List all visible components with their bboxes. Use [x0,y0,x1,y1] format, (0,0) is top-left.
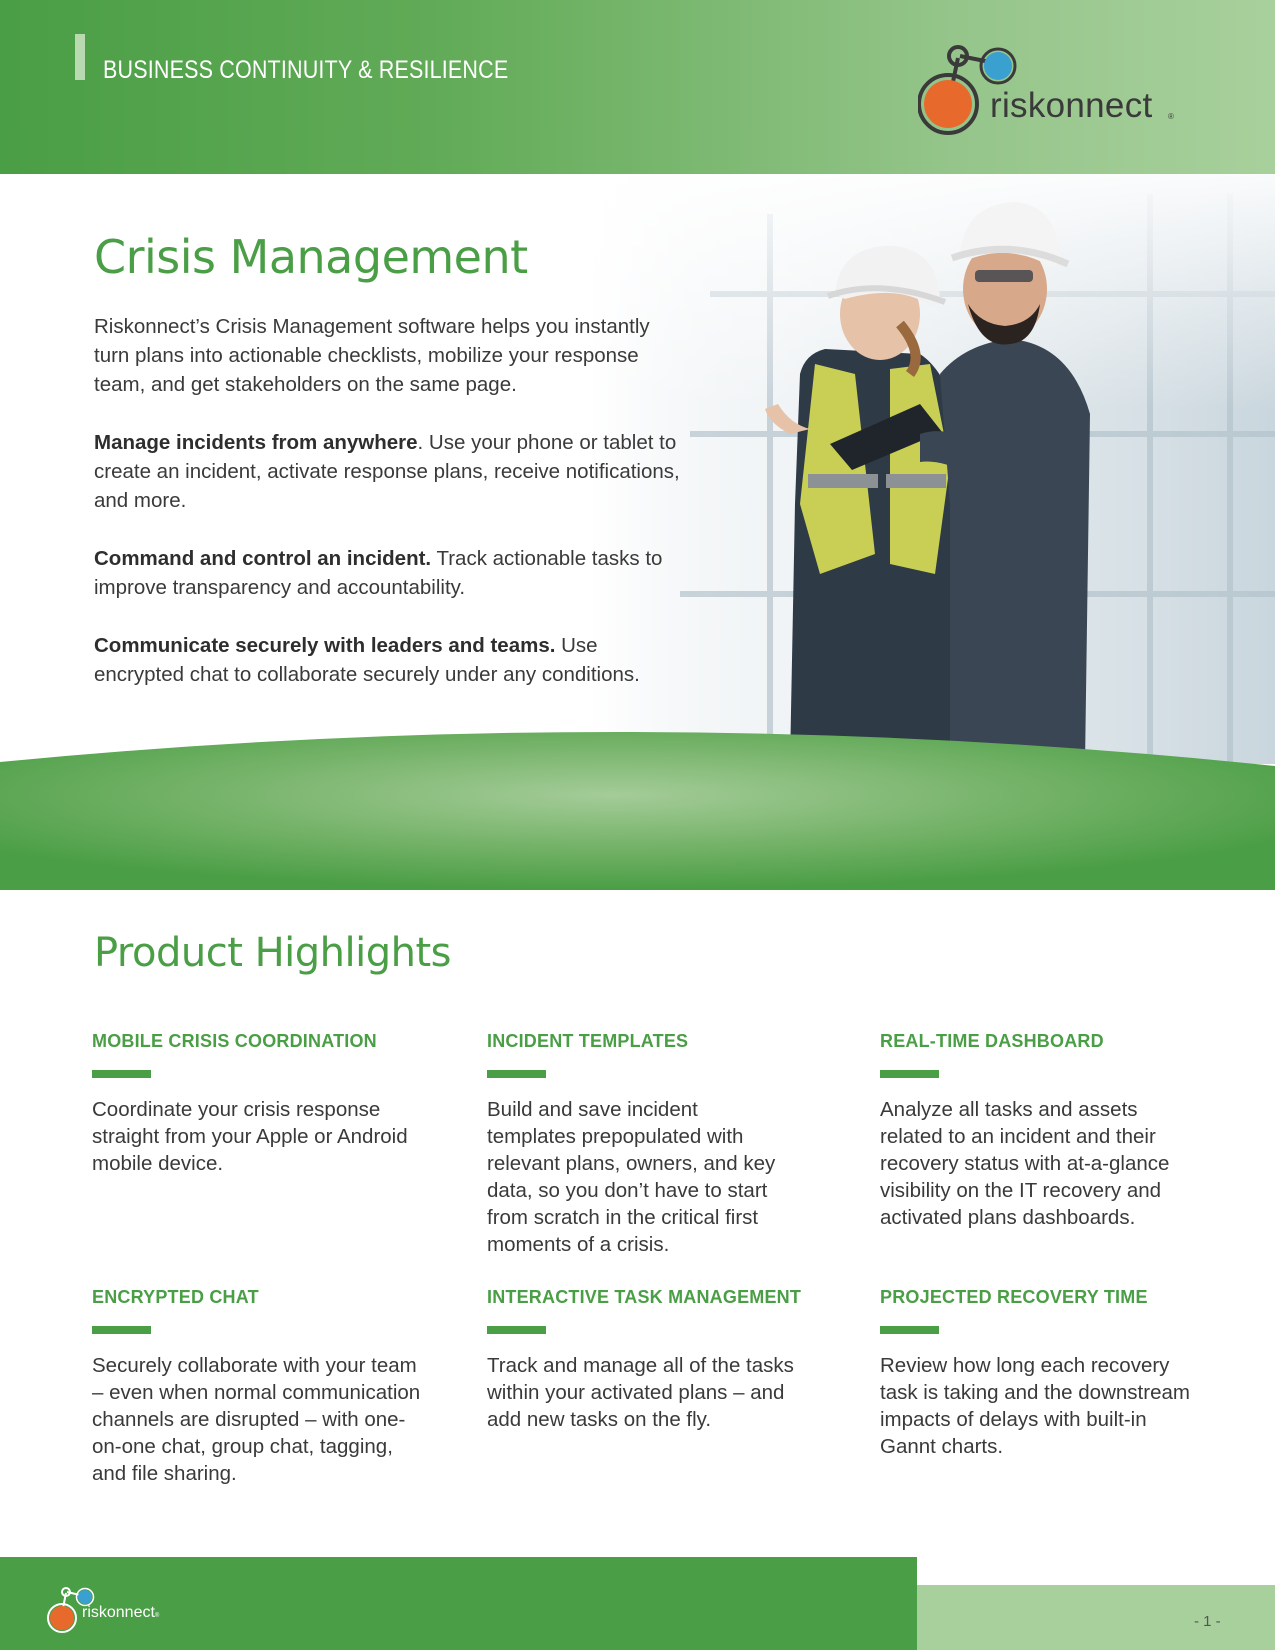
highlight-card [92,1287,432,1487]
highlight-card [880,1031,1190,1231]
feature-text: Use encrypted chat to collaborate securely under any conditions. [94,634,640,686]
highlight-title: INCIDENT TEMPLATES [487,1031,689,1051]
highlight-rule [880,1070,939,1078]
highlight-body: Build and save incident templates prepopulated with relevant plans, owners, and key data, so you don’t have to start from scratch in the critical first moments of a crisis. [487,1098,776,1256]
highlight-body: Analyze all tasks and assets related to an incident and their recovery status with at-a-glance visibility on the IT recovery and activated plans dashboards. [880,1098,1170,1229]
feature-lead: Communicate securely with leaders and teams. [94,634,556,657]
highlight-rule [92,1070,151,1078]
highlight-card [487,1031,787,1258]
footer-logo-wordmark [82,1604,159,1622]
highlight-card [487,1287,802,1433]
page-title: Crisis Management [94,230,528,284]
hero-photo-workers [590,174,1275,764]
intro-block [94,312,684,718]
feature-paragraph [94,631,684,689]
highlight-card [92,1031,432,1177]
logo-wordmark: riskonnect [990,86,1153,125]
feature-text: Track actionable tasks to improve transparency and accountability. [94,547,663,599]
highlight-rule [880,1326,939,1334]
highlight-body: Review how long each recovery task is taking and the downstream impacts of delays with built-in Gannt charts. [880,1354,1190,1458]
highlight-rule [487,1070,546,1078]
page-number: - 1 - [1194,1613,1221,1630]
feature-paragraph [94,428,684,515]
highlight-rule [487,1326,546,1334]
footer-logo-registered-mark: ® [154,1613,160,1619]
highlight-card [880,1287,1190,1460]
highlight-title: INTERACTIVE TASK MANAGEMENT [487,1287,802,1307]
highlight-body: Coordinate your crisis response straight from your Apple or Android mobile device. [92,1098,408,1175]
feature-lead: Manage incidents from anywhere [94,431,418,454]
footer-band-light [917,1585,1275,1650]
feature-lead: Command and control an incident. [94,547,432,570]
green-wave-band [0,730,1275,890]
highlight-title: ENCRYPTED CHAT [92,1287,259,1307]
highlight-title: MOBILE CRISIS COORDINATION [92,1031,377,1051]
header-accent-bar [75,34,85,80]
feature-paragraph [94,544,684,602]
highlight-title: REAL-TIME DASHBOARD [880,1031,1104,1051]
highlight-title: PROJECTED RECOVERY TIME [880,1287,1148,1307]
feature-text: . Use your phone or tablet to create an incident, activate response plans, receive notifications, and more. [94,431,680,512]
highlight-rule [92,1326,151,1334]
highlight-body: Securely collaborate with your team – even when normal communication channels are disrupted – with one-on-one chat, group chat, tagging, and file sharing. [92,1354,421,1485]
logo-registered-mark: ® [1168,112,1174,121]
highlight-body: Track and manage all of the tasks within your activated plans – and add new tasks on the fly. [487,1354,794,1431]
section-title-product-highlights: Product Highlights [94,930,452,976]
footer-logo-text: riskonnect [82,1604,155,1621]
header-category: BUSINESS CONTINUITY & RESILIENCE [103,56,509,84]
intro-paragraph: Riskonnect’s Crisis Management software helps you instantly turn plans into actionable checklists, mobilize your response team, and get stakeholders on the same page. [94,315,650,396]
